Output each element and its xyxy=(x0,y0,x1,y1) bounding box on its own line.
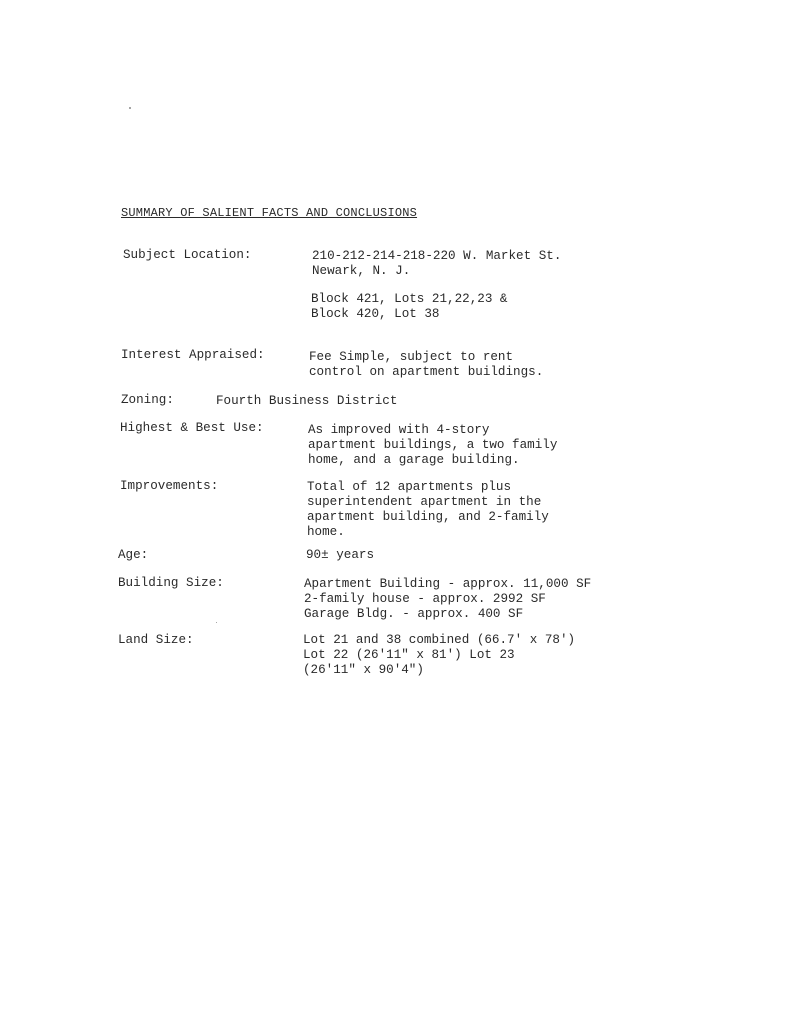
interest-appraised-value: Fee Simple, subject to rent control on apartment buildings. xyxy=(309,350,544,379)
building-size-value: Apartment Building - approx. 11,000 SF 2-family house - approx. 2992 SF Garage Bldg. - approx. 400 SF xyxy=(304,577,592,621)
age-value: 90± years xyxy=(306,548,375,562)
land-size-value: Lot 21 and 38 combined (66.7' x 78') Lot 22 (26'11" x 81') Lot 23 (26'11" x 90'4") xyxy=(303,633,576,677)
highest-best-use-value: As improved with 4-story apartment buildings, a two family home, and a garage building. xyxy=(308,423,558,467)
interest-appraised-label: Interest Appraised: xyxy=(121,348,265,362)
zoning-value: Fourth Business District xyxy=(216,394,398,408)
improvements-value: Total of 12 apartments plus superintendent apartment in the apartment building, and 2-family home. xyxy=(307,480,549,539)
building-size-label: Building Size: xyxy=(118,576,224,590)
subject-location-label: Subject Location: xyxy=(123,248,252,262)
zoning-label: Zoning: xyxy=(121,393,174,407)
scan-speck xyxy=(216,622,217,623)
highest-best-use-label: Highest & Best Use: xyxy=(120,421,264,435)
subject-location-value: 210-212-214-218-220 W. Market St. Newark, N. J. xyxy=(312,249,562,278)
improvements-label: Improvements: xyxy=(120,479,219,493)
document-title: SUMMARY OF SALIENT FACTS AND CONCLUSIONS xyxy=(121,206,418,220)
scan-speck xyxy=(129,107,131,109)
subject-location-block-lot: Block 421, Lots 21,22,23 & Block 420, Lot 38 xyxy=(311,292,508,321)
age-label: Age: xyxy=(118,548,149,562)
land-size-label: Land Size: xyxy=(118,633,194,647)
